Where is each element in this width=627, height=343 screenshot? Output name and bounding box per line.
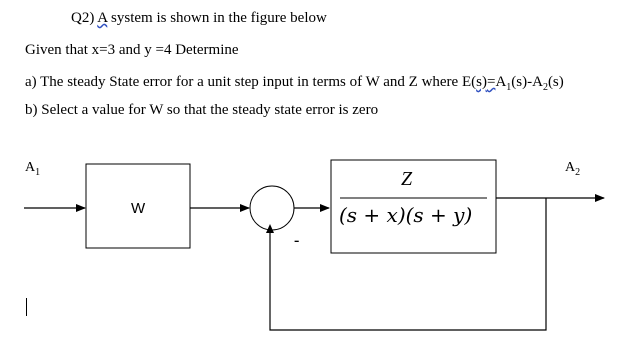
- part-a-a1: A: [495, 74, 507, 90]
- part-a-mid: (s)-A: [511, 74, 543, 90]
- title-rest: system is shown in the figure below: [107, 10, 327, 26]
- plant-denominator: (s + x)(s + y): [339, 203, 473, 227]
- title-underlined-a: A: [97, 10, 108, 26]
- given-line: Given that x=3 and y =4 Determine: [25, 42, 239, 58]
- part-b: b) Select a value for W so that the steady state error is zero: [25, 102, 379, 118]
- part-a-text: a) The steady State error for a unit step input in terms of W and Z where E(: [25, 74, 477, 90]
- text-cursor: [26, 298, 27, 316]
- output-label-sub: 2: [575, 166, 581, 178]
- summing-junction: [250, 186, 294, 230]
- part-a-equals: =: [486, 74, 496, 90]
- part-a-end: (s): [547, 74, 564, 90]
- output-label-letter: A: [565, 160, 576, 175]
- part-a-sub2: 2: [542, 82, 548, 93]
- input-label-letter: A: [25, 160, 36, 175]
- input-label-a1: [25, 160, 40, 178]
- block-w-label: W: [131, 200, 146, 217]
- plant-numerator: Z: [401, 168, 413, 190]
- output-label-a2: [565, 160, 580, 178]
- question-number: Q2): [71, 10, 95, 26]
- part-a-s: s): [476, 74, 487, 90]
- input-label-sub: 1: [35, 166, 41, 178]
- part-a-sub1: 1: [506, 82, 512, 93]
- feedback-minus-sign: -: [294, 232, 300, 249]
